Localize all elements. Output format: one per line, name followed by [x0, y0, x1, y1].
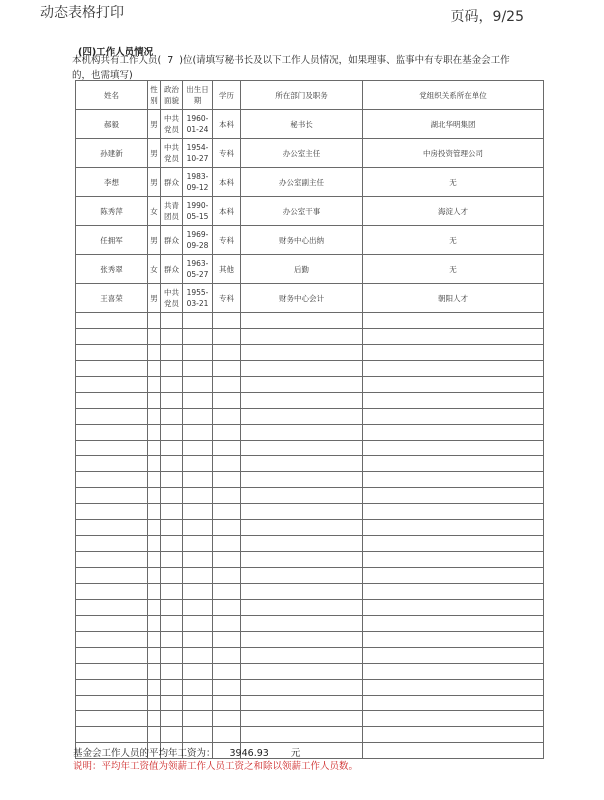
- empty-cell: [161, 552, 183, 568]
- empty-cell: [363, 695, 544, 711]
- table-row: [76, 197, 544, 226]
- cell-party: 海淀人才: [363, 197, 544, 226]
- cell-education: 其他: [213, 255, 241, 284]
- empty-cell: [363, 472, 544, 488]
- empty-cell: [213, 695, 241, 711]
- empty-cell: [148, 440, 161, 456]
- empty-cell: [76, 408, 148, 424]
- empty-cell: [241, 456, 363, 472]
- empty-cell: [241, 376, 363, 392]
- col-header-education: 学历: [213, 81, 241, 110]
- cell-political: 共青 团员: [161, 197, 183, 226]
- empty-cell: [183, 583, 213, 599]
- cell-political: 群众: [161, 255, 183, 284]
- cell-name: 任拥军: [76, 226, 148, 255]
- cell-gender: 男: [148, 139, 161, 168]
- empty-cell: [161, 727, 183, 743]
- cell-name: 郝毅: [76, 110, 148, 139]
- empty-row: [76, 663, 544, 679]
- empty-cell: [213, 376, 241, 392]
- empty-cell: [148, 679, 161, 695]
- cell-political: 群众: [161, 168, 183, 197]
- empty-cell: [363, 520, 544, 536]
- empty-cell: [148, 392, 161, 408]
- avg-salary-line: [73, 745, 300, 759]
- cell-gender: 男: [148, 226, 161, 255]
- table-row: [76, 226, 544, 255]
- empty-cell: [183, 536, 213, 552]
- empty-cell: [161, 376, 183, 392]
- empty-row: [76, 392, 544, 408]
- empty-cell: [76, 631, 148, 647]
- empty-cell: [213, 328, 241, 344]
- empty-cell: [76, 536, 148, 552]
- empty-cell: [76, 568, 148, 584]
- empty-cell: [161, 647, 183, 663]
- empty-row: [76, 695, 544, 711]
- empty-cell: [148, 599, 161, 615]
- empty-cell: [241, 679, 363, 695]
- cell-birth: 1963- 05-27: [183, 255, 213, 284]
- empty-cell: [213, 472, 241, 488]
- empty-cell: [241, 647, 363, 663]
- empty-cell: [363, 599, 544, 615]
- empty-cell: [76, 456, 148, 472]
- col-header-party: 党组织关系所在单位: [363, 81, 544, 110]
- empty-cell: [76, 440, 148, 456]
- table-row: [76, 168, 544, 197]
- empty-cell: [241, 392, 363, 408]
- empty-row: [76, 568, 544, 584]
- empty-cell: [183, 568, 213, 584]
- cell-dept: 财务中心出纳: [241, 226, 363, 255]
- cell-gender: 女: [148, 255, 161, 284]
- empty-row: [76, 456, 544, 472]
- empty-cell: [76, 520, 148, 536]
- cell-dept: 财务中心会计: [241, 284, 363, 313]
- empty-cell: [363, 376, 544, 392]
- empty-row: [76, 679, 544, 695]
- cell-party: 朝阳人才: [363, 284, 544, 313]
- empty-cell: [161, 488, 183, 504]
- empty-cell: [213, 536, 241, 552]
- cell-name: 孙建新: [76, 139, 148, 168]
- empty-cell: [161, 328, 183, 344]
- page-number: 页码，9/25: [450, 9, 524, 25]
- empty-cell: [76, 344, 148, 360]
- intro-suffix: )位(请填写秘书长及以下工作人员情况，如果理事、监事中有专职在基金会工作: [179, 55, 510, 66]
- empty-cell: [183, 504, 213, 520]
- empty-row: [76, 313, 544, 329]
- cell-name: 王喜荣: [76, 284, 148, 313]
- empty-cell: [148, 472, 161, 488]
- empty-cell: [241, 695, 363, 711]
- table-header-row: [76, 81, 544, 110]
- empty-cell: [241, 520, 363, 536]
- empty-cell: [183, 631, 213, 647]
- empty-cell: [148, 360, 161, 376]
- col-header-dept: 所在部门及职务: [241, 81, 363, 110]
- empty-row: [76, 711, 544, 727]
- empty-cell: [183, 344, 213, 360]
- empty-cell: [76, 472, 148, 488]
- empty-cell: [148, 376, 161, 392]
- empty-cell: [183, 552, 213, 568]
- empty-cell: [241, 536, 363, 552]
- empty-cell: [161, 583, 183, 599]
- empty-cell: [213, 663, 241, 679]
- intro-line: [72, 55, 512, 67]
- empty-row: [76, 583, 544, 599]
- empty-cell: [183, 328, 213, 344]
- explanation-note: 说明：平均年工资值为领薪工作人员工资之和除以领薪工作人员数。: [73, 761, 359, 772]
- empty-cell: [241, 328, 363, 344]
- empty-cell: [213, 408, 241, 424]
- cell-political: 中共 党员: [161, 110, 183, 139]
- empty-cell: [241, 711, 363, 727]
- empty-cell: [161, 440, 183, 456]
- empty-cell: [161, 536, 183, 552]
- cell-political: 中共 党员: [161, 284, 183, 313]
- empty-cell: [241, 472, 363, 488]
- empty-cell: [183, 360, 213, 376]
- empty-cell: [363, 568, 544, 584]
- empty-cell: [76, 313, 148, 329]
- empty-cell: [363, 504, 544, 520]
- empty-cell: [183, 647, 213, 663]
- cell-birth: 1954- 10-27: [183, 139, 213, 168]
- cell-education: 本科: [213, 197, 241, 226]
- cell-birth: 1969- 09-28: [183, 226, 213, 255]
- empty-cell: [363, 615, 544, 631]
- empty-cell: [183, 727, 213, 743]
- empty-cell: [161, 408, 183, 424]
- empty-cell: [148, 727, 161, 743]
- empty-cell: [363, 424, 544, 440]
- empty-cell: [363, 583, 544, 599]
- empty-cell: [76, 552, 148, 568]
- empty-row: [76, 631, 544, 647]
- print-header-title: 动态表格打印: [40, 5, 124, 21]
- empty-cell: [241, 599, 363, 615]
- empty-cell: [148, 456, 161, 472]
- empty-cell: [148, 647, 161, 663]
- empty-cell: [213, 568, 241, 584]
- empty-cell: [76, 583, 148, 599]
- empty-cell: [161, 663, 183, 679]
- cell-dept: 后勤: [241, 255, 363, 284]
- empty-cell: [76, 663, 148, 679]
- empty-cell: [161, 679, 183, 695]
- empty-cell: [241, 504, 363, 520]
- cell-birth: 1990- 05-15: [183, 197, 213, 226]
- empty-row: [76, 440, 544, 456]
- empty-cell: [183, 663, 213, 679]
- empty-cell: [213, 727, 241, 743]
- empty-cell: [363, 743, 544, 759]
- empty-cell: [183, 472, 213, 488]
- cell-name: 陈秀萍: [76, 197, 148, 226]
- cell-education: 本科: [213, 168, 241, 197]
- empty-cell: [363, 360, 544, 376]
- empty-cell: [76, 615, 148, 631]
- empty-cell: [363, 663, 544, 679]
- empty-row: [76, 488, 544, 504]
- empty-cell: [76, 679, 148, 695]
- empty-cell: [183, 376, 213, 392]
- empty-cell: [241, 424, 363, 440]
- empty-cell: [363, 679, 544, 695]
- cell-party: 无: [363, 226, 544, 255]
- empty-cell: [161, 711, 183, 727]
- empty-cell: [241, 631, 363, 647]
- empty-cell: [76, 424, 148, 440]
- empty-cell: [148, 663, 161, 679]
- empty-row: [76, 599, 544, 615]
- empty-cell: [213, 456, 241, 472]
- cell-party: 湖北华明集团: [363, 110, 544, 139]
- empty-cell: [161, 599, 183, 615]
- cell-political: 中共 党员: [161, 139, 183, 168]
- empty-cell: [161, 424, 183, 440]
- empty-cell: [363, 647, 544, 663]
- empty-cell: [148, 695, 161, 711]
- empty-cell: [213, 583, 241, 599]
- col-header-birth: 出生日 期: [183, 81, 213, 110]
- cell-education: 专科: [213, 226, 241, 255]
- cell-education: 本科: [213, 110, 241, 139]
- empty-cell: [241, 360, 363, 376]
- cell-education: 专科: [213, 284, 241, 313]
- empty-cell: [241, 663, 363, 679]
- empty-cell: [213, 313, 241, 329]
- empty-cell: [161, 695, 183, 711]
- empty-cell: [76, 488, 148, 504]
- empty-row: [76, 615, 544, 631]
- staff-table: [75, 80, 544, 759]
- staff-count: 7: [167, 55, 174, 66]
- empty-cell: [183, 679, 213, 695]
- empty-cell: [213, 599, 241, 615]
- empty-cell: [183, 424, 213, 440]
- empty-cell: [213, 552, 241, 568]
- cell-name: 张秀翠: [76, 255, 148, 284]
- table-row: [76, 284, 544, 313]
- cell-name: 李想: [76, 168, 148, 197]
- empty-cell: [183, 392, 213, 408]
- empty-cell: [363, 552, 544, 568]
- empty-cell: [148, 520, 161, 536]
- empty-cell: [148, 711, 161, 727]
- empty-cell: [161, 568, 183, 584]
- cell-birth: 1960- 01-24: [183, 110, 213, 139]
- empty-cell: [148, 344, 161, 360]
- cell-political: 群众: [161, 226, 183, 255]
- avg-salary-value: 3946.93: [229, 748, 269, 759]
- cell-gender: 男: [148, 168, 161, 197]
- empty-cell: [213, 520, 241, 536]
- empty-cell: [161, 456, 183, 472]
- empty-cell: [213, 488, 241, 504]
- empty-cell: [183, 615, 213, 631]
- empty-cell: [213, 615, 241, 631]
- empty-cell: [183, 408, 213, 424]
- empty-cell: [183, 456, 213, 472]
- intro-prefix: 本机构共有工作人员(: [72, 55, 162, 66]
- empty-cell: [161, 615, 183, 631]
- empty-cell: [76, 328, 148, 344]
- empty-cell: [213, 424, 241, 440]
- empty-cell: [241, 615, 363, 631]
- empty-cell: [148, 536, 161, 552]
- table-row: [76, 110, 544, 139]
- empty-cell: [76, 392, 148, 408]
- empty-cell: [161, 344, 183, 360]
- empty-cell: [183, 440, 213, 456]
- empty-cell: [148, 488, 161, 504]
- empty-cell: [363, 440, 544, 456]
- cell-gender: 男: [148, 284, 161, 313]
- empty-cell: [241, 568, 363, 584]
- empty-cell: [213, 392, 241, 408]
- cell-dept: 办公室副主任: [241, 168, 363, 197]
- cell-dept: 办公室干事: [241, 197, 363, 226]
- table-body: [76, 110, 544, 759]
- empty-cell: [148, 328, 161, 344]
- empty-cell: [76, 376, 148, 392]
- empty-row: [76, 727, 544, 743]
- cell-gender: 男: [148, 110, 161, 139]
- empty-cell: [363, 631, 544, 647]
- empty-cell: [183, 695, 213, 711]
- empty-row: [76, 520, 544, 536]
- empty-cell: [148, 583, 161, 599]
- empty-row: [76, 376, 544, 392]
- empty-cell: [363, 313, 544, 329]
- col-header-political: 政治 面貌: [161, 81, 183, 110]
- empty-cell: [363, 328, 544, 344]
- cell-birth: 1983- 09-12: [183, 168, 213, 197]
- empty-cell: [363, 711, 544, 727]
- empty-cell: [241, 583, 363, 599]
- col-header-gender: 性 别: [148, 81, 161, 110]
- empty-cell: [148, 615, 161, 631]
- cell-dept: 办公室主任: [241, 139, 363, 168]
- empty-cell: [241, 488, 363, 504]
- empty-cell: [363, 392, 544, 408]
- empty-cell: [363, 727, 544, 743]
- empty-row: [76, 360, 544, 376]
- empty-cell: [183, 488, 213, 504]
- empty-cell: [183, 711, 213, 727]
- empty-cell: [241, 344, 363, 360]
- empty-cell: [148, 424, 161, 440]
- table-row: [76, 139, 544, 168]
- empty-cell: [161, 313, 183, 329]
- empty-cell: [161, 631, 183, 647]
- section-title: (四)工作人员情况: [78, 47, 154, 58]
- col-header-name: 姓名: [76, 81, 148, 110]
- empty-cell: [148, 631, 161, 647]
- empty-row: [76, 472, 544, 488]
- empty-cell: [213, 711, 241, 727]
- empty-cell: [76, 727, 148, 743]
- cell-education: 专科: [213, 139, 241, 168]
- cell-birth: 1955- 03-21: [183, 284, 213, 313]
- empty-cell: [363, 344, 544, 360]
- empty-row: [76, 424, 544, 440]
- empty-row: [76, 504, 544, 520]
- empty-cell: [363, 408, 544, 424]
- empty-row: [76, 408, 544, 424]
- empty-row: [76, 344, 544, 360]
- empty-cell: [183, 599, 213, 615]
- empty-cell: [363, 456, 544, 472]
- empty-row: [76, 536, 544, 552]
- empty-cell: [213, 647, 241, 663]
- empty-cell: [363, 536, 544, 552]
- cell-party: 中房投资管理公司: [363, 139, 544, 168]
- empty-cell: [161, 504, 183, 520]
- empty-cell: [183, 313, 213, 329]
- cell-gender: 女: [148, 197, 161, 226]
- empty-cell: [148, 504, 161, 520]
- empty-cell: [183, 520, 213, 536]
- avg-salary-unit: 元: [290, 748, 301, 759]
- empty-cell: [148, 552, 161, 568]
- empty-cell: [148, 568, 161, 584]
- empty-row: [76, 328, 544, 344]
- empty-cell: [148, 408, 161, 424]
- empty-cell: [161, 472, 183, 488]
- empty-cell: [161, 520, 183, 536]
- empty-cell: [213, 360, 241, 376]
- table-row: [76, 255, 544, 284]
- empty-cell: [161, 360, 183, 376]
- empty-cell: [363, 488, 544, 504]
- empty-cell: [241, 727, 363, 743]
- empty-row: [76, 552, 544, 568]
- cell-party: 无: [363, 255, 544, 284]
- empty-cell: [241, 313, 363, 329]
- empty-cell: [76, 647, 148, 663]
- empty-cell: [213, 679, 241, 695]
- empty-cell: [213, 344, 241, 360]
- empty-cell: [241, 552, 363, 568]
- empty-cell: [161, 392, 183, 408]
- empty-cell: [76, 711, 148, 727]
- empty-cell: [213, 504, 241, 520]
- empty-cell: [241, 440, 363, 456]
- empty-cell: [76, 599, 148, 615]
- empty-cell: [213, 631, 241, 647]
- cell-dept: 秘书长: [241, 110, 363, 139]
- cell-party: 无: [363, 168, 544, 197]
- empty-cell: [213, 440, 241, 456]
- empty-cell: [76, 360, 148, 376]
- empty-cell: [76, 504, 148, 520]
- empty-row: [76, 647, 544, 663]
- empty-cell: [241, 408, 363, 424]
- empty-cell: [76, 695, 148, 711]
- empty-cell: [148, 313, 161, 329]
- avg-salary-label: 基金会工作人员的平均年工资为：: [73, 748, 216, 759]
- intro-line-2: 的，也需填写): [72, 70, 133, 81]
